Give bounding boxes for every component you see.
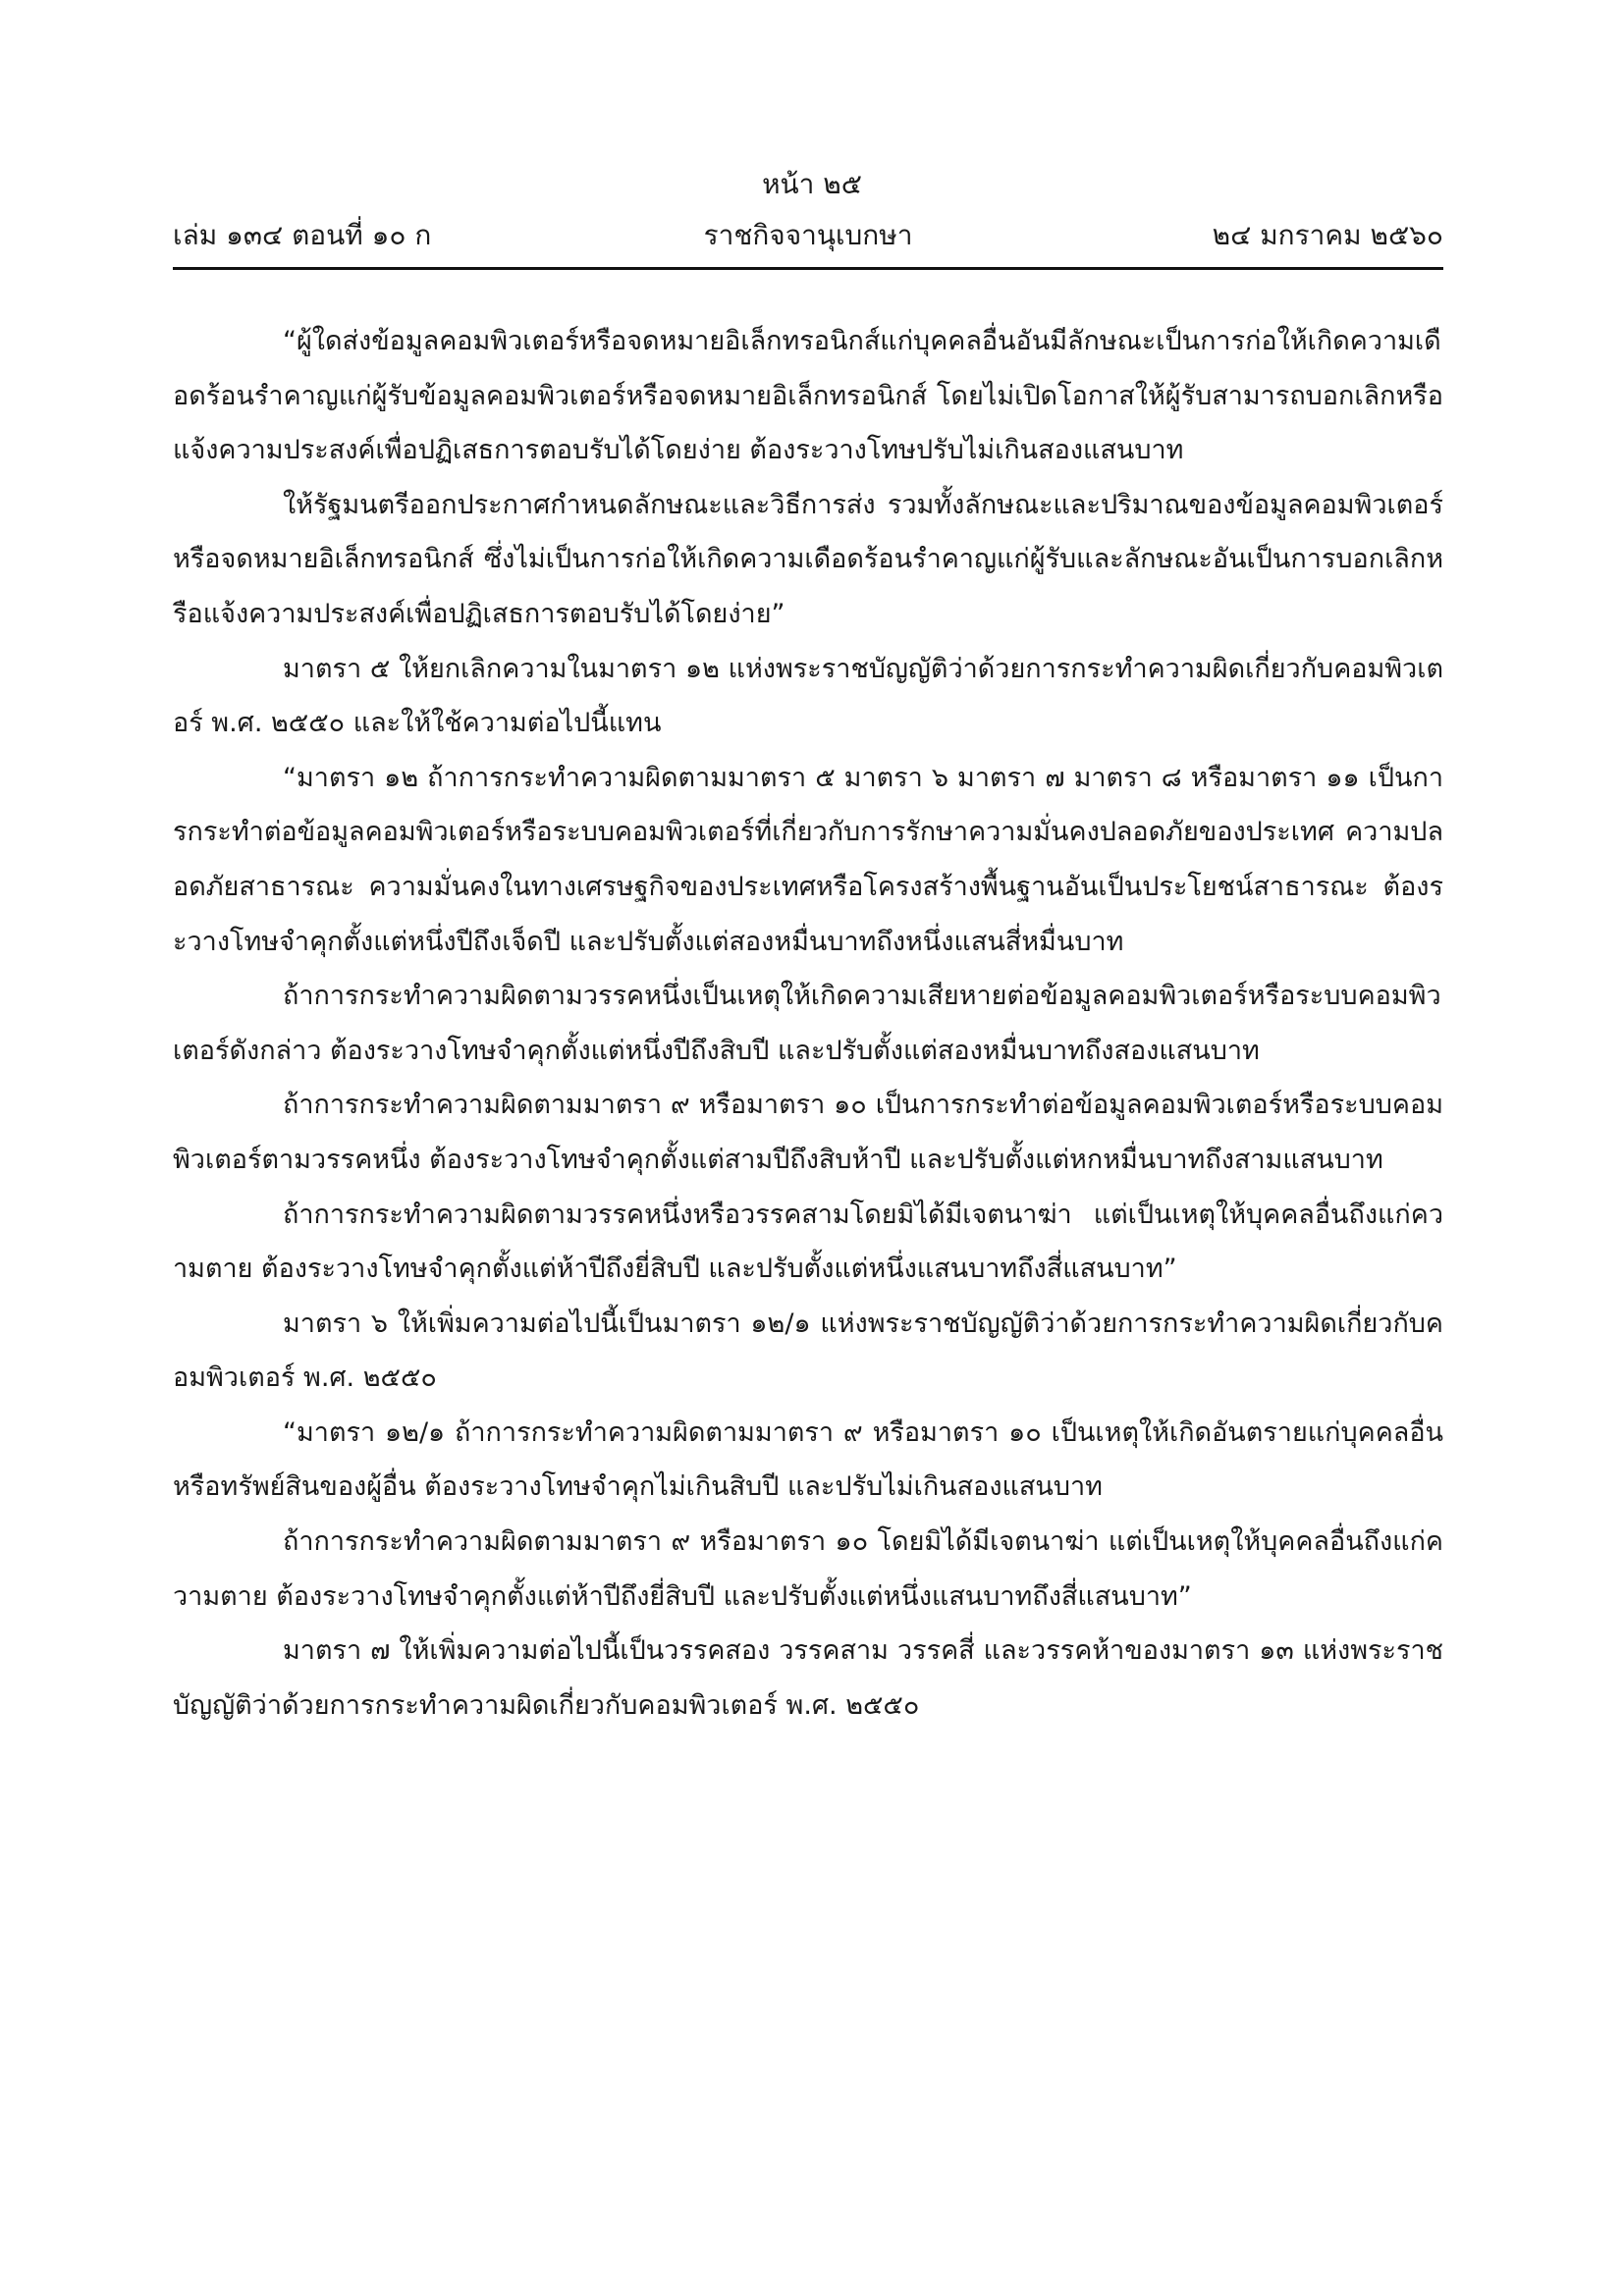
publication-title: ราชกิจจานุเบกษา <box>703 219 913 251</box>
running-header <box>173 214 1443 257</box>
section-6-paragraph: มาตรา ๖ ให้เพิ่มความต่อไปนี้เป็นมาตรา ๑๒/๑ แห่งพระราชบัญญัติว่าด้วยการกระทำความผิดเกี่ยวกับคอมพิวเตอร์ พ.ศ. ๒๕๕๐ <box>173 1308 1443 1394</box>
header-divider <box>173 267 1443 270</box>
section-5-paragraph: มาตรา ๕ ให้ยกเลิกความในมาตรา ๑๒ แห่งพระราชบัญญัติว่าด้วยการกระทำความผิดเกี่ยวกับคอมพิวเตอร์ พ.ศ. ๒๕๕๐ และให้ใช้ความต่อไปนี้แทน <box>173 653 1443 739</box>
section-7-paragraph: มาตรา ๗ ให้เพิ่มความต่อไปนี้เป็นวรรคสอง วรรคสาม วรรคสี่ และวรรคห้าของมาตรา ๑๓ แห่งพระราชบัญญัติว่าด้วยการกระทำความผิดเกี่ยวกับคอมพิวเตอร์ พ.ศ. ๒๕๕๐ <box>173 1635 1443 1721</box>
document-body <box>173 314 1443 1733</box>
paragraph: “มาตรา ๑๒ ถ้าการกระทำความผิดตามมาตรา ๕ มาตรา ๖ มาตรา ๗ มาตรา ๘ หรือมาตรา ๑๑ เป็นการกระทำต่อข้อมูลคอมพิวเตอร์หรือระบบคอมพิวเตอร์ที่เกี่ยวกับการรักษาความมั่นคงปลอดภัยของประเทศ ความปลอดภัยสาธารณะ ความมั่นคงในทางเศรษฐกิจของประเทศหรือโครงสร้างพื้นฐานอันเป็นประโยชน์สาธารณะ ต้องระวางโทษจำคุกตั้งแต่หนึ่งปีถึงเจ็ดปี และปรับตั้งแต่สองหมื่นบาทถึงหนึ่งแสนสี่หมื่นบาท <box>173 762 1443 957</box>
page-number: หน้า ๒๕ <box>762 168 862 200</box>
paragraph: ถ้าการกระทำความผิดตามวรรคหนึ่งหรือวรรคสามโดยมิได้มีเจตนาฆ่า แต่เป็นเหตุให้บุคคลอื่นถึงแก่ความตาย ต้องระวางโทษจำคุกตั้งแต่ห้าปีถึงยี่สิบปี และปรับตั้งแต่หนึ่งแสนบาทถึงสี่แสนบาท” <box>173 1199 1443 1285</box>
paragraph: ถ้าการกระทำความผิดตามวรรคหนึ่งเป็นเหตุให้เกิดความเสียหายต่อข้อมูลคอมพิวเตอร์หรือระบบคอมพิวเตอร์ดังกล่าว ต้องระวางโทษจำคุกตั้งแต่หนึ่งปีถึงสิบปี และปรับตั้งแต่สองหมื่นบาทถึงสองแสนบาท <box>173 981 1441 1066</box>
publication-date: ๒๔ มกราคม ๒๕๖๐ <box>1212 219 1443 251</box>
paragraph: “มาตรา ๑๒/๑ ถ้าการกระทำความผิดตามมาตรา ๙ หรือมาตรา ๑๐ เป็นเหตุให้เกิดอันตรายแก่บุคคลอื่นหรือทรัพย์สินของผู้อื่น ต้องระวางโทษจำคุกไม่เกินสิบปี และปรับไม่เกินสองแสนบาท <box>173 1416 1443 1503</box>
paragraph: ให้รัฐมนตรีออกประกาศกำหนดลักษณะและวิธีการส่ง รวมทั้งลักษณะและปริมาณของข้อมูลคอมพิวเตอร์หรือจดหมายอิเล็กทรอนิกส์ ซึ่งไม่เป็นการก่อให้เกิดความเดือดร้อนรำคาญแก่ผู้รับและลักษณะอันเป็นการบอกเลิกหรือแจ้งความประสงค์เพื่อปฏิเสธการตอบรับได้โดยง่าย” <box>173 489 1443 629</box>
volume-issue: เล่ม ๑๓๔ ตอนที่ ๑๐ ก <box>173 219 432 251</box>
paragraph: ถ้าการกระทำความผิดตามมาตรา ๙ หรือมาตรา ๑๐ เป็นการกระทำต่อข้อมูลคอมพิวเตอร์หรือระบบคอมพิวเตอร์ตามวรรคหนึ่ง ต้องระวางโทษจำคุกตั้งแต่สามปีถึงสิบห้าปี และปรับตั้งแต่หกหมื่นบาทถึงสามแสนบาท <box>173 1090 1443 1175</box>
paragraph: “ผู้ใดส่งข้อมูลคอมพิวเตอร์หรือจดหมายอิเล็กทรอนิกส์แก่บุคคลอื่นอันมีลักษณะเป็นการก่อให้เกิดความเดือดร้อนรำคาญแก่ผู้รับข้อมูลคอมพิวเตอร์หรือจดหมายอิเล็กทรอนิกส์ โดยไม่เปิดโอกาสให้ผู้รับสามารถบอกเลิกหรือแจ้งความประสงค์เพื่อปฏิเสธการตอบรับได้โดยง่าย ต้องระวางโทษปรับไม่เกินสองแสนบาท <box>173 326 1443 466</box>
paragraph: ถ้าการกระทำความผิดตามมาตรา ๙ หรือมาตรา ๑๐ โดยมิได้มีเจตนาฆ่า แต่เป็นเหตุให้บุคคลอื่นถึงแก่ความตาย ต้องระวางโทษจำคุกตั้งแต่ห้าปีถึงยี่สิบปี และปรับตั้งแต่หนึ่งแสนบาทถึงสี่แสนบาท” <box>173 1526 1443 1612</box>
